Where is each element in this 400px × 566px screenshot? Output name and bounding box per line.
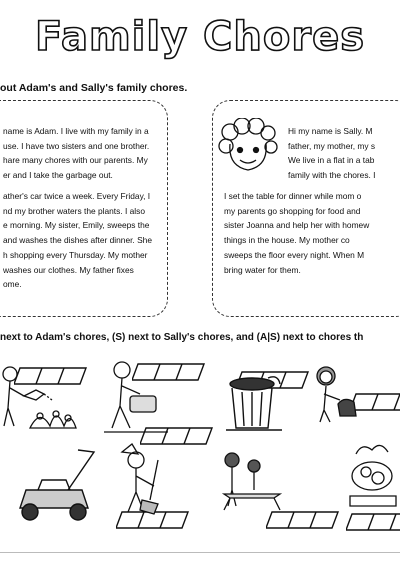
- answer-box-dishes[interactable]: [346, 512, 400, 532]
- adam-line: name is Adam. I live with my family in a: [3, 126, 149, 136]
- sally-paragraph: [224, 189, 369, 277]
- watering-plants-picture: [0, 360, 80, 432]
- adam-paragraph-2: [3, 189, 152, 292]
- adam-paragraph-1: [3, 124, 149, 183]
- sally-line: family with the chores. I: [288, 170, 376, 181]
- sally-line: things in the house. My mother co: [224, 235, 350, 246]
- sally-line: I set the table for dinner while mom o: [224, 191, 362, 201]
- sally-line: my parents go shopping for food and: [224, 205, 361, 216]
- worksheet-title: Family Chores: [34, 14, 366, 60]
- sally-intro: [288, 124, 376, 183]
- sally-line: sweeps the floor every night. When M: [224, 249, 365, 260]
- reading-instruction: out Adam's and Sally's family chores.: [0, 82, 188, 94]
- adam-line: nd my brother waters the plants. I also: [3, 205, 145, 216]
- adam-line: e morning. My sister, Emily, sweeps the: [3, 220, 150, 231]
- adam-line: ather's car twice a week. Every Friday, I: [3, 191, 151, 201]
- adam-line: and washes the dishes after dinner. She: [3, 235, 152, 246]
- adam-line: ome.: [3, 279, 22, 290]
- setting-table-picture: [218, 448, 284, 512]
- washing-car-picture: [100, 356, 172, 436]
- sally-line: bring water for them.: [224, 264, 301, 275]
- adam-line: washes our clothes. My father fixes: [3, 264, 134, 275]
- sally-line: father, my mother, my s: [288, 140, 376, 151]
- sally-line: sister Joanna and help her with homew: [224, 220, 370, 231]
- washing-dishes-picture: [346, 436, 400, 510]
- girl-with-dog-picture: [310, 364, 360, 424]
- sally-line: Hi my name is Sally. M: [288, 126, 373, 136]
- adam-line: h shopping every Thursday. My mother: [3, 249, 148, 260]
- adam-line: er and I take the garbage out.: [3, 170, 113, 181]
- sally-face-drawing: [218, 118, 278, 176]
- lawn-mower-picture: [8, 446, 108, 524]
- garbage-can-picture: [222, 368, 284, 434]
- page-bottom-line: [0, 552, 400, 553]
- answer-box-table[interactable]: [266, 510, 340, 530]
- adam-line: use. I have two sisters and one brother.: [3, 140, 150, 151]
- adam-line: hare many chores with our parents. My: [3, 155, 148, 166]
- marking-instruction: next to Adam's chores, (S) next to Sally's chores, and (A|S) next to chores th: [0, 332, 364, 343]
- sweeping-picture: [114, 440, 170, 516]
- sally-line: We live in a flat in a tab: [288, 155, 375, 166]
